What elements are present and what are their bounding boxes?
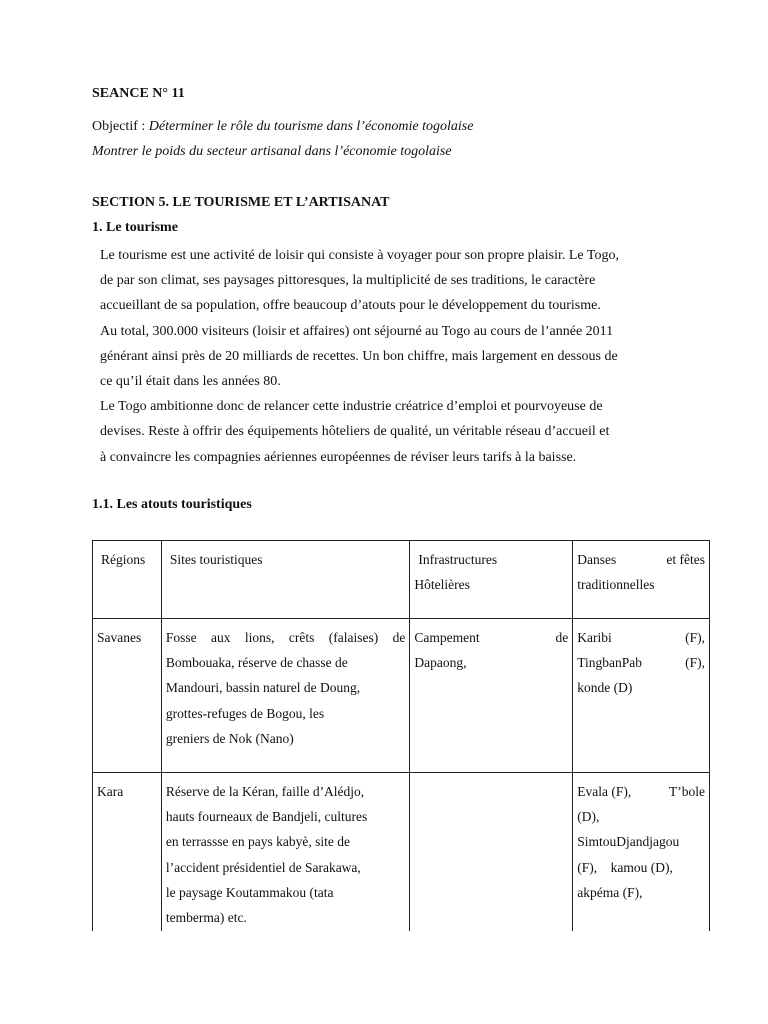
paragraph-line: générant ainsi près de 20 milliards de recettes. Un bon chiffre, mais largement en dessous de — [100, 348, 618, 364]
cell-dances — [573, 773, 710, 931]
paragraph-line: Au total, 300.000 visiteurs (loisir et affaires) ont séjourné au Togo au cours de l’année 2011 — [100, 323, 614, 339]
dances-word: (F), — [577, 859, 598, 875]
dances-word: kamou (D), — [610, 859, 673, 875]
header-regions-text: Régions — [101, 552, 146, 567]
sites-line: temberma) etc. — [165, 910, 247, 926]
dances-word: Evala (F), — [577, 784, 632, 799]
dances-word: (F), — [685, 630, 705, 645]
dances-line — [577, 625, 705, 650]
objective-line-1 — [92, 119, 473, 135]
infra-word: de — [555, 630, 569, 645]
sites-text — [166, 625, 405, 751]
sites-line: greniers de Nok (Nano) — [165, 730, 294, 746]
cell-region — [93, 773, 162, 931]
sites-line: le paysage Koutammakou (tata — [165, 884, 334, 900]
objective-line-2: Montrer le poids du secteur artisanal dans l’économie togolaise — [92, 144, 452, 159]
sites-line: Mandouri, bassin naturel de Doung, — [165, 680, 361, 696]
cell-dances — [573, 619, 710, 773]
subsection-atouts-title: 1.1. Les atouts touristiques — [92, 497, 252, 512]
infra-word: Campement — [414, 630, 480, 645]
sites-line: hauts fourneaux de Bandjeli, cultures — [165, 809, 368, 825]
header-dances-word: Danses — [577, 552, 617, 567]
dances-line — [577, 650, 705, 675]
cell-infrastructures — [410, 619, 573, 773]
paragraph-line: devises. Reste à offrir des équipements hôteliers de qualité, un véritable réseau d’accueil et — [100, 424, 610, 440]
dances-word: (F), — [685, 655, 705, 671]
sites-line: Réserve de la Kéran, faille d’Alédjo, — [165, 784, 365, 799]
header-dances-line: traditionnelles — [577, 577, 655, 593]
table-row-savanes — [93, 619, 710, 773]
sites-line: l’accident présidentiel de Sarakawa, — [165, 859, 361, 875]
paragraph-line: Le Togo ambitionne donc de relancer cette industrie créatrice d’emploi et pourvoyeuse de — [100, 399, 603, 415]
header-infra-line: Hôtelières — [414, 577, 470, 593]
header-regions — [93, 541, 162, 619]
tourism-assets-table — [92, 540, 710, 931]
sites-line: Fosse aux lions, crêts (falaises) de — [165, 630, 406, 645]
region-name: Kara — [97, 784, 124, 799]
cell-sites — [161, 619, 409, 773]
dances-line: konde (D) — [577, 680, 633, 696]
sites-line: grottes-refuges de Bogou, les — [165, 705, 325, 721]
dances-line — [577, 779, 705, 804]
paragraph-line: Le tourisme est une activité de loisir qui consiste à voyager pour son propre plaisir. Le Togo, — [100, 248, 619, 263]
table-row-kara — [93, 773, 710, 931]
objective-label: Objectif : — [92, 119, 146, 134]
sites-line: Bombouaka, réserve de chasse de — [165, 655, 348, 671]
paragraph-line: à convaincre les compagnies aériennes européennes de réviser leurs tarifs à la baisse. — [100, 449, 577, 465]
infra-line: Dapaong, — [414, 655, 467, 671]
dances-line: SimtouDjandjagou — [577, 834, 680, 850]
session-title: SEANCE N° 11 — [92, 86, 185, 101]
tourism-paragraph — [100, 243, 676, 470]
dances-word: TingbanPab — [577, 655, 642, 671]
dances-word: Karibi — [577, 630, 612, 645]
sites-line: en terrassse en pays kabyè, site de — [165, 834, 350, 850]
cell-region — [93, 619, 162, 773]
header-sites — [161, 541, 409, 619]
paragraph-line: accueillant de sa population, offre beaucoup d’atouts pour le développement du tourisme. — [100, 298, 601, 314]
dances-word: T’bole — [669, 784, 705, 799]
infra-line — [414, 625, 568, 650]
subsection-tourisme-title: 1. Le tourisme — [92, 220, 178, 235]
header-infrastructures — [410, 541, 573, 619]
cell-infrastructures — [410, 773, 573, 931]
paragraph-line: de par son climat, ses paysages pittoresques, la multiplicité de ses traditions, le caractère — [100, 273, 596, 289]
objective-1-text: Déterminer le rôle du tourisme dans l’économie togolaise — [148, 119, 474, 134]
header-dances-line — [577, 547, 705, 572]
table-header-row — [93, 541, 710, 619]
region-name: Savanes — [97, 630, 142, 645]
dances-line: akpéma (F), — [577, 884, 643, 900]
section-title: SECTION 5. LE TOURISME ET L’ARTISANAT — [92, 195, 390, 210]
paragraph-line: ce qu’il était dans les années 80. — [100, 374, 281, 390]
header-dances — [573, 541, 710, 619]
dances-line: (D), — [577, 809, 600, 825]
header-infra-line: Infrastructures — [418, 552, 498, 567]
header-sites-text: Sites touristiques — [169, 552, 263, 567]
dances-line — [577, 855, 705, 880]
cell-sites — [161, 773, 409, 931]
header-dances-word: et fêtes — [666, 552, 705, 567]
